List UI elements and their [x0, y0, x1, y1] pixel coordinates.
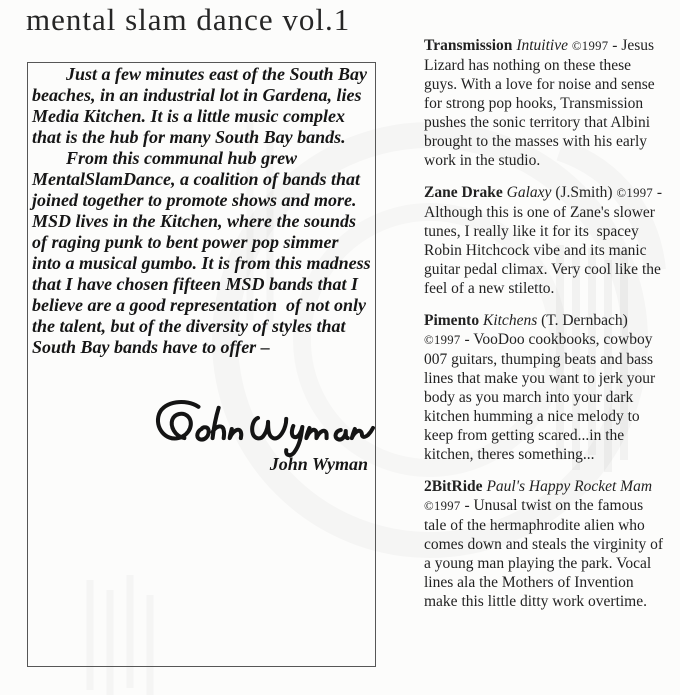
- review-item-4: [424, 477, 667, 611]
- song-title: Intuitive: [516, 37, 568, 54]
- page-title: mental slam dance vol.1: [26, 2, 351, 37]
- review-item-2: [424, 183, 664, 298]
- band-name: Pimento: [424, 312, 480, 329]
- songwriter-credit: (T. Dernbach): [541, 312, 628, 329]
- review-body: - VooDoo cookbooks, cowboy 007 guitars, thumping beats and bass lines that make you want to jerk your body as you march into your dark kitchen humming a nice melody to keep from getting scared...in the kitchen, theres something...: [424, 331, 660, 463]
- band-name: Transmission: [424, 37, 513, 54]
- song-title: Paul's Happy Rocket Mam: [486, 478, 653, 495]
- song-title: Kitchens: [482, 312, 538, 329]
- signature-printed-name: John Wyman: [269, 454, 368, 474]
- letter-paragraph-2: From this communal hub grew MentalSlamDance, a coalition of bands that joined together to promote shows and more. MSD lives in the Kitchen, where the sounds of raging punk to bent power pop simmer into a musical gumbo. It is from this madness that I have chosen fifteen MSD bands that I believe are a good representation of not only the talent, but of the diversity of styles that South Bay bands have to offer –: [32, 148, 376, 357]
- songwriter-credit: (J.Smith): [555, 184, 613, 201]
- review-body: - Jesus Lizard has nothing on these these guys. With a love for noise and sense for strong pop hooks, Transmission pushes the sonic territory that Albini brought to the masses with his early work in the studio.: [424, 37, 659, 169]
- copyright-year: ©1997: [616, 186, 654, 200]
- review-body: - Although this is one of Zane's slower tunes, I really like it for its spacey Robin Hitchcock vibe and its manic guitar pedal climax. Very cool like the feel of a new stiletto.: [424, 184, 666, 297]
- review-body: - Unusal twist on the famous tale of the hermaphrodite alien who comes down and steals the virginity of a young man playing the park. Vocal lines ala the Mothers of Invention make this little ditty work overtime.: [424, 497, 667, 610]
- copyright-year: ©1997: [424, 333, 461, 347]
- letter-paragraphs: [28, 63, 375, 358]
- review-item-1: [424, 36, 664, 170]
- song-title: Galaxy: [506, 184, 552, 201]
- review-item-3: [424, 311, 664, 464]
- band-name: 2BitRide: [424, 478, 483, 495]
- intro-letter-box: [27, 62, 376, 667]
- copyright-year: ©1997: [424, 499, 461, 513]
- reviews-column: [424, 36, 667, 624]
- copyright-year: ©1997: [571, 39, 609, 53]
- letter-paragraph-1: Just a few minutes east of the South Bay beaches, in an industrial lot in Gardena, lies Media Kitchen. It is a little music complex that is the hub for many South Bay bands.: [32, 64, 372, 147]
- band-name: Zane Drake: [424, 184, 503, 201]
- signature-handwriting-icon: [144, 397, 376, 461]
